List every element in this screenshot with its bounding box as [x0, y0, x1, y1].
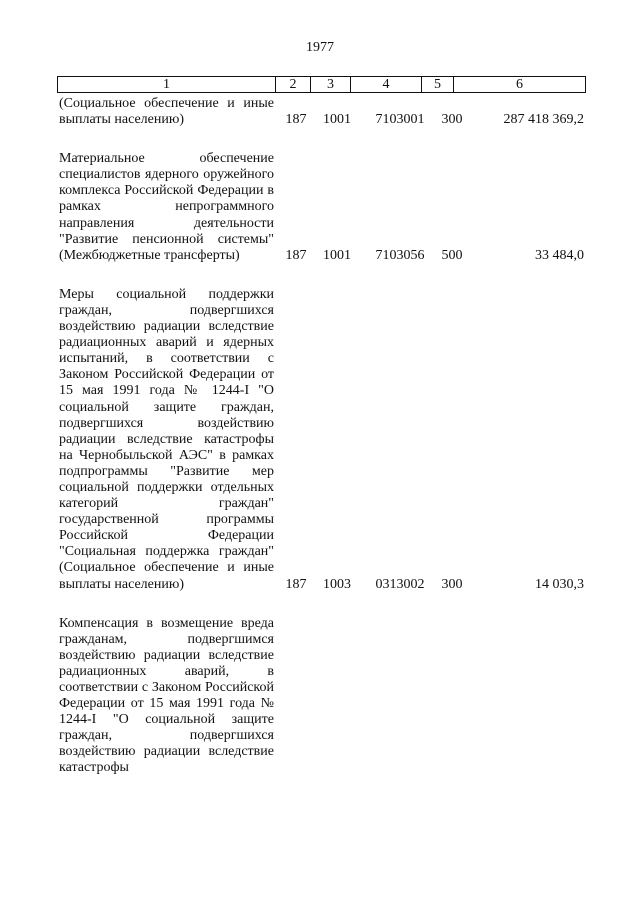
column-header-2: 2 [276, 77, 311, 93]
row-col4: 0313002 [375, 576, 425, 592]
row-col6-amount: 287 418 369,2 [503, 112, 584, 128]
row-description: Материальное обеспечение специалистов ядерного оружейного комплекса Российской Федерации в рамках непрограммного направления деятельности "Развитие пенсионной системы" (Межбюджетные трансферты) [59, 151, 274, 263]
column-header-3: 3 [311, 77, 351, 93]
row-col2: 187 [285, 112, 307, 128]
column-header-5: 5 [422, 77, 454, 93]
table-body [57, 94, 585, 779]
table-row [57, 94, 585, 130]
row-col4: 7103001 [375, 112, 425, 128]
row-col3: 1003 [323, 576, 351, 592]
row-col5: 500 [441, 247, 463, 263]
table-header [57, 76, 586, 93]
row-description: Меры социальной поддержки граждан, подвергшихся воздействию радиации вследствие радиационных аварий и ядерных испытаний, в соответствии с Законом Российской Федерации от 15 мая 1991 года № 1244-I "О социальной защите граждан, подвергшихся воздействию радиации вследствие катастрофы на Чернобыльской АЭС" в рамках подпрограммы "Развитие мер социальной поддержки отдельных категорий граждан" государственной программы Российской Федерации "Социальная поддержка граждан" (Социальное обеспечение и иные выплаты населению) [59, 286, 274, 592]
page-number: 1977 [306, 40, 334, 55]
header-row [58, 77, 586, 93]
row-col6-amount: 33 484,0 [535, 247, 584, 263]
table-row [57, 149, 585, 266]
row-description: (Социальное обеспечение и иные выплаты населению) [59, 96, 274, 128]
row-col4: 7103056 [375, 247, 425, 263]
table-row [57, 285, 585, 595]
row-col5: 300 [441, 112, 463, 128]
row-col6-amount: 14 030,3 [535, 576, 584, 592]
row-col2: 187 [285, 247, 307, 263]
column-header-6: 6 [454, 77, 586, 93]
column-header-1: 1 [58, 77, 276, 93]
row-description: Компенсация в возмещение вреда гражданам, подвергшимся воздействию радиации вследствие радиационных аварий, в соответствии с Законом Российской Федерации от 15 мая 1991 года № 1244-I "О социальной защите граждан, подвергшихся воздействию радиации вследствие катастрофы [59, 615, 274, 776]
table-row [57, 614, 585, 779]
row-col3: 1001 [323, 112, 351, 128]
row-col5: 300 [441, 576, 463, 592]
row-col3: 1001 [323, 247, 351, 263]
row-col2: 187 [285, 576, 307, 592]
column-header-4: 4 [351, 77, 422, 93]
